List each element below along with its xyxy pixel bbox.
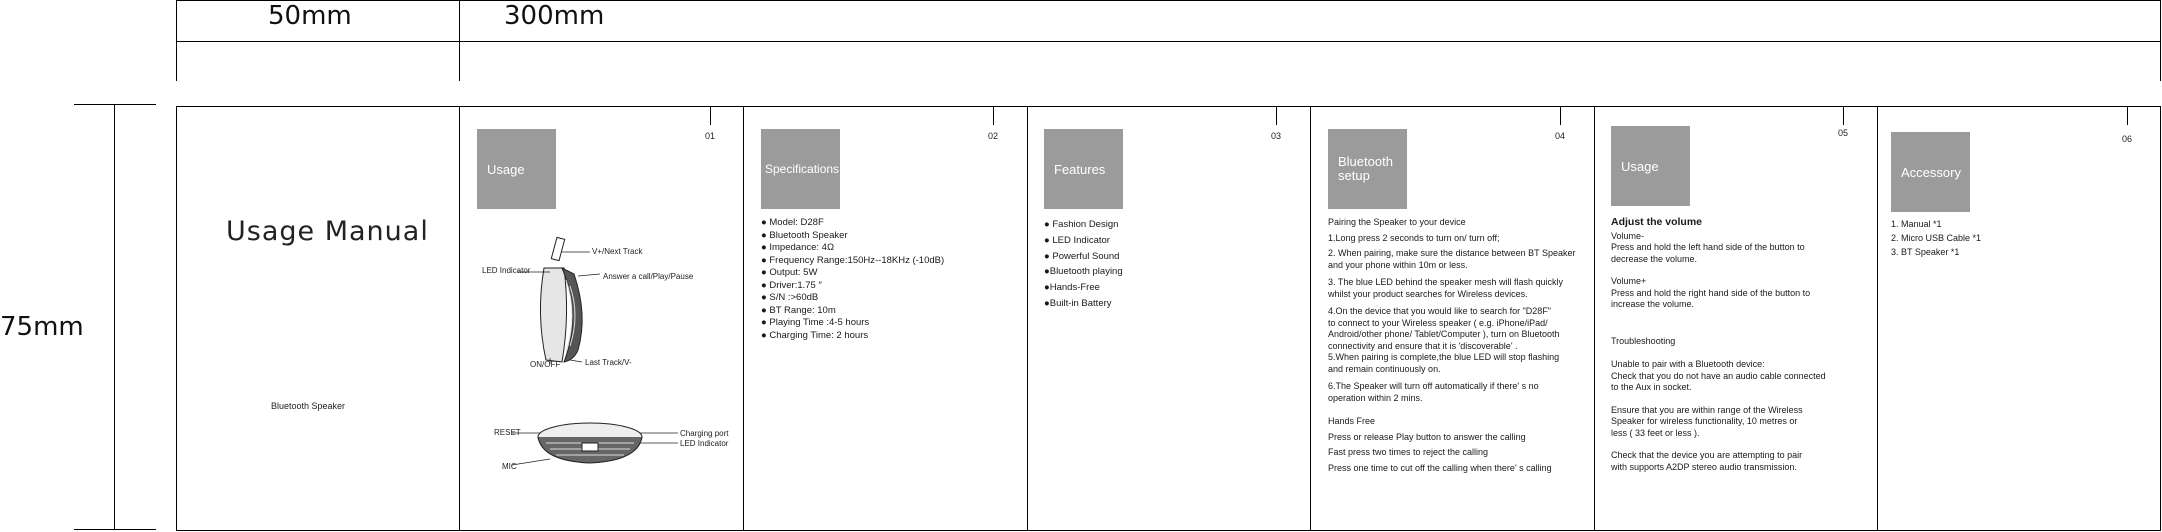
bracket-bottom bbox=[74, 529, 156, 530]
volume-plus-line-1: Press and hold the right hand side of the button to bbox=[1611, 287, 1811, 298]
feature-item: ● Fashion Design bbox=[1044, 219, 1119, 230]
top-strip-mid-edge bbox=[459, 0, 460, 81]
bracket-top bbox=[74, 104, 156, 105]
panel-06-number: 06 bbox=[2122, 134, 2133, 144]
usage-box: Usage bbox=[477, 129, 556, 209]
volume-minus-line-1: Press and hold the left hand side of the button to bbox=[1611, 242, 1805, 252]
feature-item: ● LED Indicator bbox=[1044, 234, 1110, 246]
label-answer-call: Answer a call/Play/Pause bbox=[603, 272, 694, 281]
bluetooth-step-4d: connectivity and ensure that it is 'discoverable' . bbox=[1328, 340, 1518, 351]
label-vplus-next-track: V+/Next Track bbox=[592, 247, 643, 256]
spec-item: ● Driver:1.75 ″ bbox=[761, 279, 822, 291]
spec-item: ● Bluetooth Speaker bbox=[761, 229, 848, 241]
dimension-300mm: 300mm bbox=[504, 1, 605, 31]
volume-plus-line-2: increase the volume. bbox=[1611, 299, 1695, 309]
feature-item: ●Built-in Battery bbox=[1044, 297, 1112, 309]
top-strip-right-edge bbox=[2160, 0, 2161, 81]
bluetooth-setup-box bbox=[1328, 129, 1407, 209]
panel-04-tick bbox=[1560, 107, 1561, 125]
bluetooth-box-line-2: setup bbox=[1338, 168, 1370, 183]
bluetooth-step-2b: and your phone within 10m or less. bbox=[1328, 259, 1468, 270]
panel-04-number: 04 bbox=[1555, 131, 1566, 141]
bluetooth-step-5a: 5.When pairing is complete,the blue LED will stop flashing bbox=[1328, 352, 1560, 362]
troubleshooting-1a: Unable to pair with a Bluetooth device: bbox=[1611, 359, 1765, 369]
spec-item: ● Playing Time :4-5 hours bbox=[761, 317, 870, 328]
panel-01-number: 01 bbox=[705, 131, 716, 141]
troubleshooting-2a: Ensure that you are within range of the Wireless bbox=[1611, 404, 1803, 415]
specifications-list bbox=[761, 217, 944, 342]
cover-subtitle: Bluetooth Speaker bbox=[271, 401, 346, 411]
panel-05-tick bbox=[1843, 107, 1844, 125]
label-on-off: ON/OFF bbox=[530, 360, 561, 369]
features-box: Features bbox=[1044, 129, 1123, 209]
troubleshooting-heading: Troubleshooting bbox=[1611, 335, 1676, 346]
speaker-side-illustration bbox=[540, 237, 582, 362]
main-frame-bottom bbox=[176, 530, 2161, 531]
speaker-bottom-illustration bbox=[538, 423, 642, 463]
hands-free-3: Press one time to cut off the calling when there' s calling bbox=[1328, 462, 1552, 473]
bluetooth-step-3b: whilst your product searches for Wireless devices. bbox=[1328, 288, 1528, 299]
bluetooth-step-3a: 3. The blue LED behind the speaker mesh will flash quickly bbox=[1328, 277, 1563, 287]
troubleshooting-1c: to the Aux in socket. bbox=[1611, 382, 1692, 392]
spec-item: ● Output: 5W bbox=[761, 267, 818, 278]
hands-free-1: Press or release Play button to answer the calling bbox=[1328, 431, 1526, 442]
panel-03-tick bbox=[1276, 107, 1277, 125]
label-reset: RESET bbox=[494, 428, 521, 437]
bluetooth-step-1: 1.Long press 2 seconds to turn on/ turn off; bbox=[1328, 232, 1500, 243]
feature-item: ●Hands-Free bbox=[1044, 282, 1100, 294]
label-last-track: Last Track/V- bbox=[585, 358, 632, 367]
troubleshooting-3a: Check that the device you are attempting to pair bbox=[1611, 450, 1803, 460]
features-list bbox=[1044, 217, 1123, 312]
panel-03-number: 03 bbox=[1271, 131, 1282, 141]
usage-2-box: Usage bbox=[1611, 126, 1690, 206]
label-led-indicator: LED Indicator bbox=[482, 266, 531, 275]
main-frame-right bbox=[2160, 106, 2161, 531]
panel-05-number: 05 bbox=[1838, 128, 1849, 138]
spec-item: ● Impedance: 4Ω bbox=[761, 242, 835, 253]
bluetooth-step-6a: 6.The Speaker will turn off automatically if there' s no bbox=[1328, 381, 1539, 391]
main-frame-left bbox=[176, 106, 177, 531]
panel-divider-2 bbox=[743, 106, 744, 531]
panel-divider-4 bbox=[1310, 106, 1311, 531]
label-charging-port: Charging port bbox=[680, 429, 729, 438]
spec-item: ● S/N :>60dB bbox=[761, 292, 819, 303]
panel-06-tick bbox=[2127, 107, 2128, 125]
feature-item: ● Powerful Sound bbox=[1044, 250, 1120, 262]
volume-heading: Adjust the volume bbox=[1611, 216, 1703, 228]
troubleshooting-3b: with supports A2DP stereo audio transmission. bbox=[1611, 461, 1797, 472]
label-mic: MIC bbox=[502, 462, 517, 471]
bluetooth-step-6b: operation within 2 mins. bbox=[1328, 392, 1423, 403]
panel-divider-1 bbox=[459, 106, 460, 531]
spec-item: ● Frequency Range:150Hz--18KHz (-10dB) bbox=[761, 254, 945, 266]
accessory-item: 2. Micro USB Cable *1 bbox=[1891, 233, 1982, 243]
accessory-item: 3. BT Speaker *1 bbox=[1891, 247, 1960, 257]
volume-plus-label: Volume+ bbox=[1611, 276, 1647, 286]
accessory-item: 1. Manual *1 bbox=[1891, 219, 1942, 229]
bluetooth-step-5b: and remain continuously on. bbox=[1328, 363, 1441, 374]
bluetooth-instructions bbox=[1328, 217, 1575, 474]
dimension-75mm: 75mm bbox=[0, 312, 84, 342]
bluetooth-step-2a: 2. When pairing, make sure the distance between BT Speaker bbox=[1328, 248, 1576, 258]
volume-minus-label: Volume- bbox=[1611, 230, 1645, 241]
main-frame-top bbox=[176, 106, 2161, 107]
bluetooth-box-line-1: Bluetooth bbox=[1338, 154, 1393, 169]
spec-item: ● Model: D28F bbox=[761, 217, 824, 228]
accessory-list bbox=[1891, 217, 1981, 259]
bluetooth-step-4a: 4.On the device that you would like to search for "D28F" bbox=[1328, 306, 1552, 316]
panel-01-tick bbox=[710, 107, 711, 125]
bluetooth-step-4b: to connect to your Wireless speaker ( e.g. iPhone/iPad/ bbox=[1328, 317, 1548, 328]
cover-title: Usage Manual bbox=[226, 216, 429, 247]
usage-2-instructions bbox=[1611, 217, 1826, 473]
panel-02-tick bbox=[993, 107, 994, 125]
hands-free-heading: Hands Free bbox=[1328, 416, 1376, 426]
top-strip-left-edge bbox=[176, 0, 177, 81]
troubleshooting-1b: Check that you do not have an audio cable connected bbox=[1611, 370, 1826, 381]
volume-minus-line-2: decrease the volume. bbox=[1611, 253, 1698, 264]
label-led-indicator-2: LED Indicator bbox=[680, 439, 729, 448]
spec-item: ● Charging Time: 2 hours bbox=[761, 329, 869, 341]
panel-divider-5 bbox=[1594, 106, 1595, 531]
panel-divider-3 bbox=[1027, 106, 1028, 531]
hands-free-2: Fast press two times to reject the calling bbox=[1328, 447, 1489, 457]
troubleshooting-2b: Speaker for wireless functionality, 10 metres or bbox=[1611, 416, 1798, 426]
dimension-50mm: 50mm bbox=[268, 1, 352, 31]
panel-divider-6 bbox=[1877, 106, 1878, 531]
panel-02-number: 02 bbox=[988, 131, 999, 141]
bluetooth-heading: Pairing the Speaker to your device bbox=[1328, 217, 1466, 227]
top-border bbox=[176, 0, 2161, 1]
feature-item: ●Bluetooth playing bbox=[1044, 266, 1123, 278]
troubleshooting-2c: less ( 33 feet or less ). bbox=[1611, 427, 1700, 438]
specifications-box: Specifications bbox=[761, 129, 840, 209]
bracket-spine bbox=[114, 104, 115, 530]
top-strip-divider bbox=[176, 41, 2161, 42]
accessory-box: Accessory bbox=[1891, 132, 1970, 212]
spec-item: ● BT Range: 10m bbox=[761, 304, 836, 316]
bluetooth-step-4c: Android/other phone/ Tablet/Computer ), turn on Bluetooth bbox=[1328, 329, 1560, 339]
